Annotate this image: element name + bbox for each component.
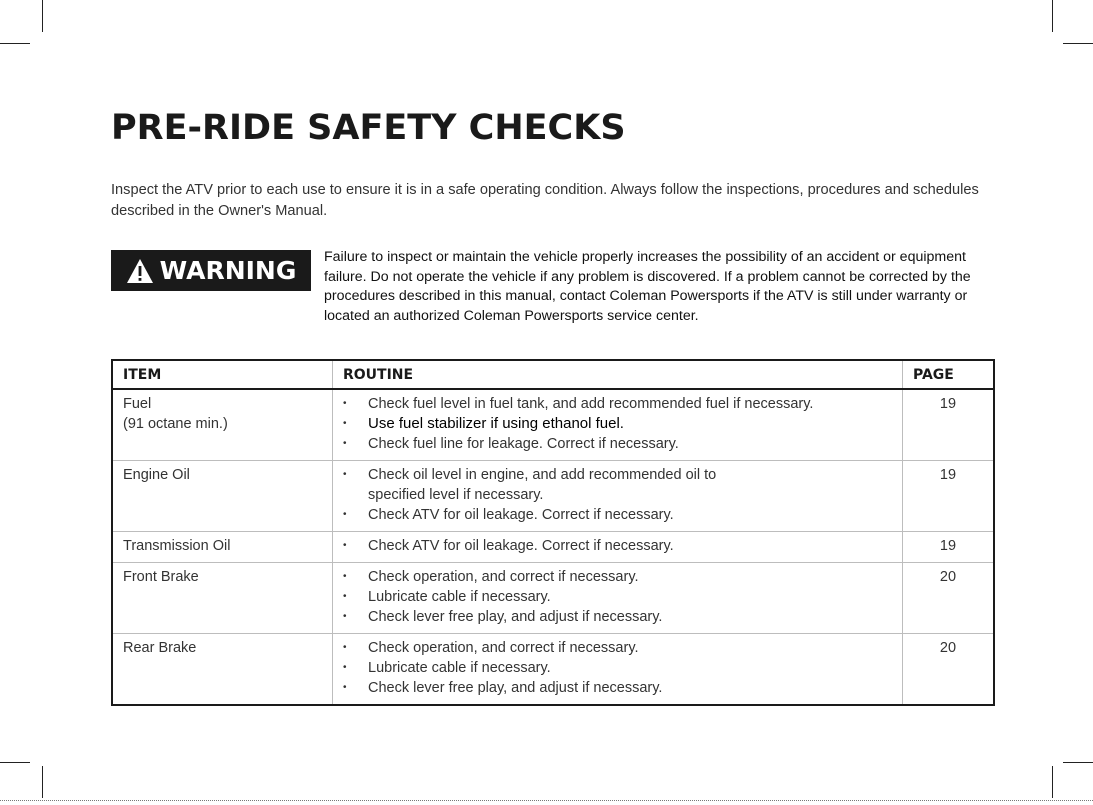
routine-step: • Check operation, and correct if necessary.: [343, 567, 892, 587]
item-cell: [112, 563, 333, 634]
routine-step: • Lubricate cable if necessary.: [343, 587, 892, 607]
warning-badge: [111, 250, 311, 291]
crop-mark: [1063, 762, 1093, 763]
routine-step: • Check ATV for oil leakage. Correct if necessary.: [343, 536, 892, 556]
page-cell: 20: [903, 563, 995, 634]
safety-checks-table: [111, 359, 995, 706]
routine-step: • Check operation, and correct if necessary.: [343, 638, 892, 658]
item-name: Front Brake: [123, 569, 199, 585]
routine-step: • Check lever free play, and adjust if necessary.: [343, 678, 892, 698]
page-cell: 20: [939, 640, 957, 656]
column-header-page: PAGE: [903, 360, 995, 389]
routine-step: • Use fuel stabilizer if using ethanol fuel.: [343, 414, 892, 434]
item-name: Fuel: [123, 396, 152, 412]
routine-cell: [333, 461, 903, 532]
item-cell: [112, 532, 333, 563]
page-title: PRE-RIDE SAFETY CHECKS: [111, 108, 626, 148]
column-header-routine: ROUTINE: [333, 360, 903, 389]
page-cell: 19: [903, 389, 995, 461]
table-header-row: [112, 360, 994, 389]
item-name: Engine Oil: [123, 467, 190, 483]
page-trim-line: [0, 800, 1093, 801]
routine-step: • Check lever free play, and adjust if necessary.: [343, 607, 892, 627]
crop-mark: [1052, 0, 1053, 32]
item-note: (91 octane min.): [123, 416, 228, 432]
intro-paragraph: Inspect the ATV prior to each use to ensure it is in a safe operating condition. Always follow the inspections, procedures and schedules described in the Owner's Manual.: [111, 182, 979, 219]
routine-cell: [333, 634, 903, 706]
routine-step: • Check fuel line for leakage. Correct if necessary.: [343, 434, 892, 454]
warning-text: Failure to inspect or maintain the vehicle properly increases the possibility of an accident or equipment failure. Do not operate the vehicle if any problem is discovered. If a problem cannot be corrected by the procedures described in this manual, contact Coleman Powersports if the ATV is still under warranty or located an authorized Coleman Powersports service center.: [324, 249, 971, 324]
page-cell: 19: [903, 532, 995, 563]
warning-triangle-icon: [126, 258, 154, 284]
routine-step: • Check oil level in engine, and add recommended oil to specified level if necessary.: [343, 465, 892, 505]
table-row: [112, 634, 994, 706]
table-row: [112, 532, 994, 563]
warning-label: WARNING: [159, 256, 297, 285]
table-row: [112, 389, 994, 461]
table-row: [112, 461, 994, 532]
item-name: Rear Brake: [123, 640, 197, 656]
table-row: [112, 563, 994, 634]
crop-mark: [0, 43, 30, 44]
item-name: Transmission Oil: [123, 538, 231, 554]
crop-mark: [1052, 766, 1053, 798]
routine-step: • Lubricate cable if necessary.: [343, 658, 892, 678]
page-cell: 19: [903, 461, 995, 532]
routine-step: • Check fuel level in fuel tank, and add recommended fuel if necessary.: [343, 394, 892, 414]
routine-cell: [333, 563, 903, 634]
routine-cell: [333, 532, 903, 563]
crop-mark: [1063, 43, 1093, 44]
item-cell: [112, 389, 333, 461]
crop-mark: [0, 762, 30, 763]
routine-step: • Check ATV for oil leakage. Correct if necessary.: [343, 505, 892, 525]
crop-mark: [42, 0, 43, 32]
column-header-item: ITEM: [112, 360, 333, 389]
routine-cell: [333, 389, 903, 461]
item-cell: [112, 461, 333, 532]
crop-mark: [42, 766, 43, 798]
item-cell: [112, 634, 333, 706]
